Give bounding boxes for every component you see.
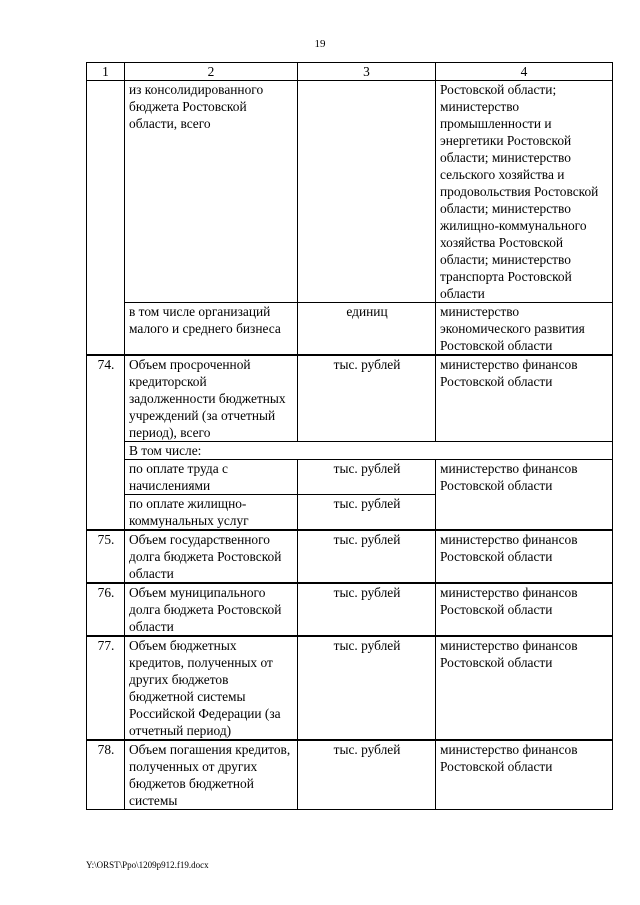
subheading-cell: В том числе: [125,442,613,460]
responsible-cell: министерство финансов Ростовской области [436,460,613,531]
file-path-footer: Y:\ORST\Ppo\1209p912.f19.docx [86,860,209,870]
unit-cell [298,81,436,303]
table-row [87,442,613,460]
responsible-cell: министерство финансов Ростовской области [436,583,613,636]
table-row [87,460,613,495]
indicators-table [86,62,613,810]
unit-cell: тыс. рублей [298,355,436,442]
indicator-name: по оплате жилищно-коммунальных услуг [125,495,298,531]
responsible-cell: министерство финансов Ростовской области [436,355,613,442]
unit-cell: единиц [298,303,436,356]
indicator-name: Объем бюджетных кредитов, полученных от других бюджетов бюджетной системы Российской Федерации (за отчетный период) [125,636,298,740]
indicator-name: Объем муниципального долга бюджета Ростовской области [125,583,298,636]
table-row [87,81,613,303]
unit-cell: тыс. рублей [298,460,436,495]
table-row [87,530,613,583]
indicator-name: Объем государственного долга бюджета Ростовской области [125,530,298,583]
indicator-name: Объем погашения кредитов, полученных от других бюджетов бюджетной системы [125,740,298,810]
responsible-cell: министерство финансов Ростовской области [436,636,613,740]
col-header-2: 2 [125,63,298,81]
table-row [87,636,613,740]
indicator-name: из консолидированного бюджета Ростовской области, всего [125,81,298,303]
row-number-empty [87,81,125,356]
indicator-name: в том числе организаций малого и среднего бизнеса [125,303,298,356]
indicator-name: по оплате труда с начислениями [125,460,298,495]
responsible-cell: министерство финансов Ростовской области [436,740,613,810]
indicator-name: Объем просроченной кредиторской задолженности бюджетных учреждений (за отчетный период), всего [125,355,298,442]
page-number: 19 [314,38,326,50]
table-row [87,583,613,636]
table-row [87,740,613,810]
col-header-3: 3 [298,63,436,81]
table-row [87,355,613,442]
row-number: 74. [87,355,125,530]
unit-cell: тыс. рублей [298,740,436,810]
responsible-cell: Ростовской области; министерство промышленности и энергетики Ростовской области; министерство сельского хозяйства и продовольствия Ростовской области; министерство жилищно-коммунального хозяйства Ростовской области; министерство транспорта Ростовской области [436,81,613,303]
unit-cell: тыс. рублей [298,530,436,583]
col-header-1: 1 [87,63,125,81]
row-number: 75. [87,530,125,583]
row-number: 77. [87,636,125,740]
table-header-row [87,63,613,81]
row-number: 76. [87,583,125,636]
responsible-cell: министерство финансов Ростовской области [436,530,613,583]
unit-cell: тыс. рублей [298,495,436,531]
row-number: 78. [87,740,125,810]
col-header-4: 4 [436,63,613,81]
table-row [87,303,613,356]
responsible-cell: министерство экономического развития Ростовской области [436,303,613,356]
unit-cell: тыс. рублей [298,583,436,636]
unit-cell: тыс. рублей [298,636,436,740]
